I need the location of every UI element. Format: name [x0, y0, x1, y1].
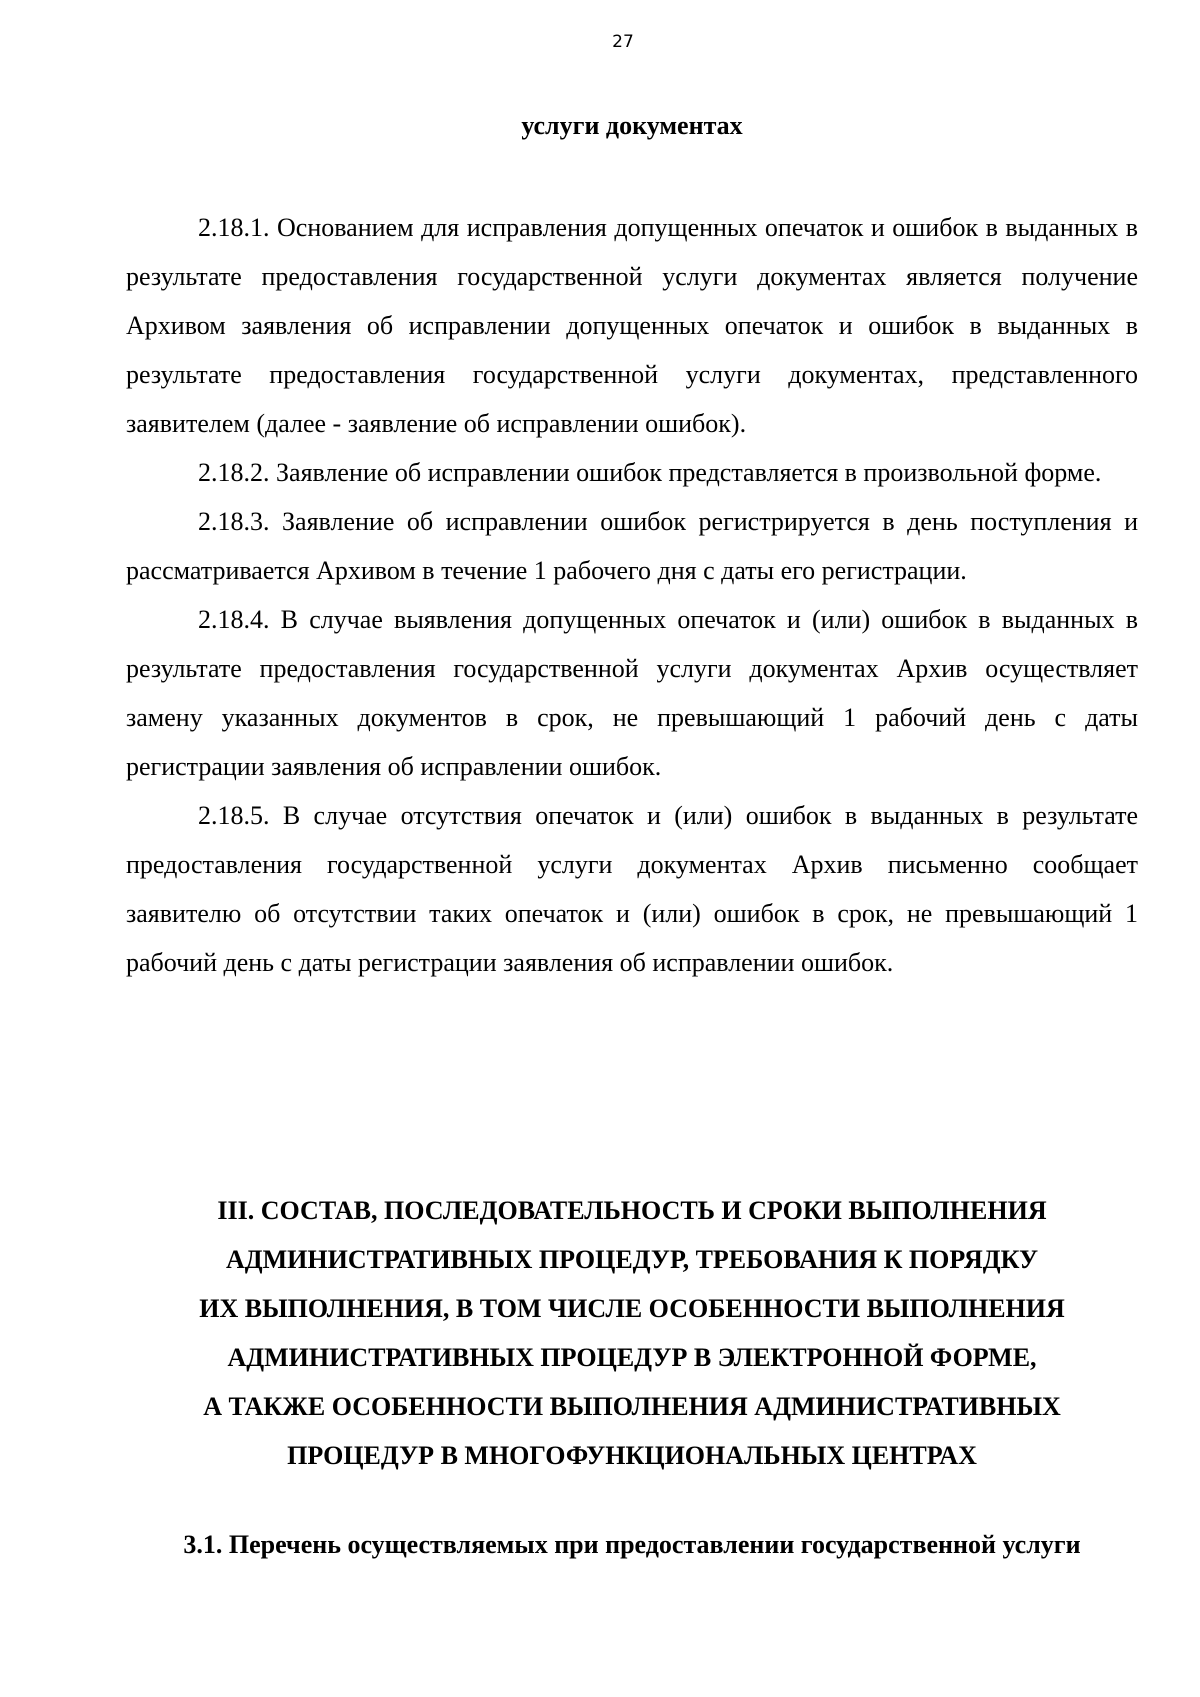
paragraph-2-18-3: 2.18.3. Заявление об исправлении ошибок регистрируется в день поступления и рассматривается Архивом в течение 1 рабочего дня с даты его регистрации.: [126, 507, 1138, 585]
paragraph-2-18-1: 2.18.1. Основанием для исправления допущенных опечаток и ошибок в выданных в результате предоставления государственной услуги документах является получение Архивом заявления об исправлении допущенных опечаток и ошибок в выданных в результате предоставления государственной услуги документах, представленного заявителем (далее - заявление об исправлении ошибок).: [126, 213, 1138, 438]
chapter-heading-line: III. СОСТАВ, ПОСЛЕДОВАТЕЛЬНОСТЬ И СРОКИ ВЫПОЛНЕНИЯ: [217, 1196, 1047, 1225]
subsection-heading: 3.1. Перечень осуществляемых при предоставлении государственной услуги: [183, 1530, 1081, 1559]
page-number: 27: [612, 32, 634, 52]
chapter-heading-line: ИХ ВЫПОЛНЕНИЯ, В ТОМ ЧИСЛЕ ОСОБЕННОСТИ ВЫПОЛНЕНИЯ: [199, 1294, 1065, 1323]
chapter-heading: [126, 1186, 1138, 1480]
paragraph-2-18-2: 2.18.2. Заявление об исправлении ошибок представляется в произвольной форме.: [198, 458, 1102, 487]
chapter-heading-line: А ТАКЖЕ ОСОБЕННОСТИ ВЫПОЛНЕНИЯ АДМИНИСТРАТИВНЫХ: [203, 1392, 1061, 1421]
chapter-heading-line: АДМИНИСТРАТИВНЫХ ПРОЦЕДУР, ТРЕБОВАНИЯ К ПОРЯДКУ: [225, 1245, 1039, 1274]
chapter-heading-line: АДМИНИСТРАТИВНЫХ ПРОЦЕДУР В ЭЛЕКТРОННОЙ ФОРМЕ,: [227, 1343, 1037, 1372]
section-heading-continuation: услуги документах: [521, 111, 743, 140]
chapter-heading-line: ПРОЦЕДУР В МНОГОФУНКЦИОНАЛЬНЫХ ЦЕНТРАХ: [287, 1441, 977, 1470]
document-body: [126, 203, 1138, 987]
paragraph-2-18-4: 2.18.4. В случае выявления допущенных опечаток и (или) ошибок в выданных в результате предоставления государственной услуги документах Архив осуществляет замену указанных документов в срок, не превышающий 1 рабочий день с даты регистрации заявления об исправлении ошибок.: [126, 605, 1138, 781]
paragraph-2-18-5: 2.18.5. В случае отсутствия опечаток и (или) ошибок в выданных в результате предоставления государственной услуги документах Архив письменно сообщает заявителю об отсутствии таких опечаток и (или) ошибок в срок, не превышающий 1 рабочий день с даты регистрации заявления об исправлении ошибок.: [126, 801, 1138, 977]
